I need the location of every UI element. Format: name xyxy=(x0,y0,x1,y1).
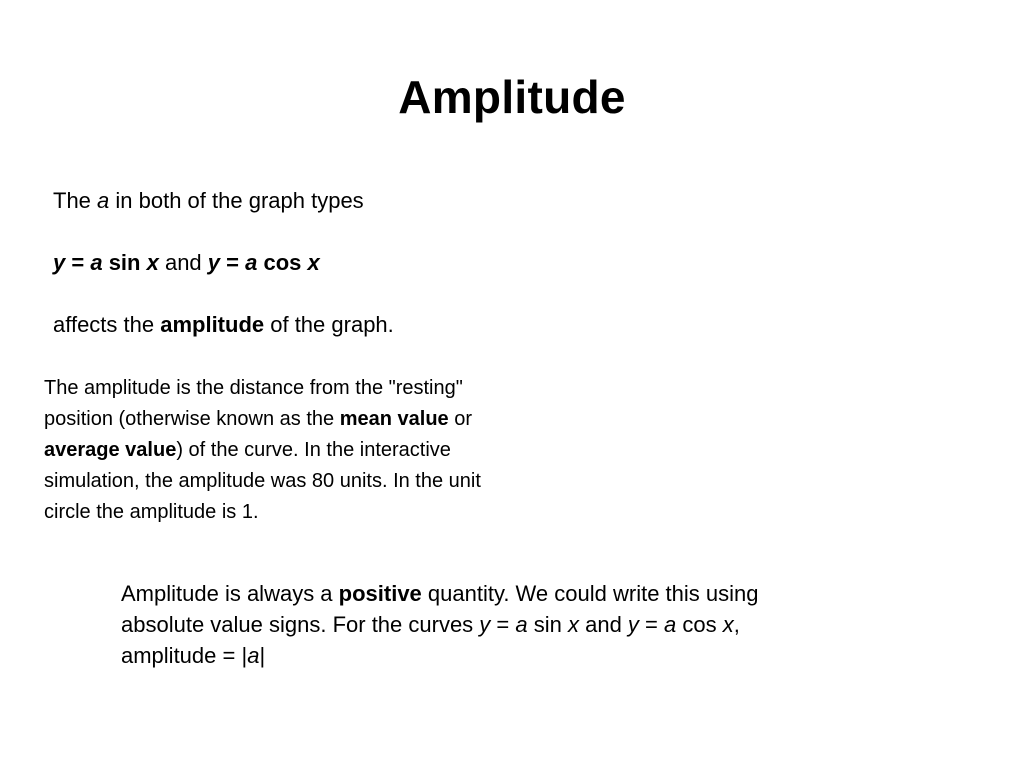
cos-function: cos xyxy=(257,250,308,275)
variable-y: y xyxy=(479,612,491,637)
bold-mean-value: mean value xyxy=(339,408,449,430)
note-block xyxy=(121,578,921,671)
sin-function: sin xyxy=(527,612,568,637)
formula-cos xyxy=(208,250,320,275)
text: quantity. We could write this using xyxy=(421,581,759,606)
explanation-line-1: The amplitude is the distance from the "resting" xyxy=(44,377,463,399)
formula-sin xyxy=(53,250,159,275)
variable-x: x xyxy=(146,250,159,275)
note-line-1 xyxy=(121,578,921,609)
text: in both of the graph types xyxy=(109,188,364,213)
variable-x: x xyxy=(307,250,320,275)
variable-a: a xyxy=(97,188,110,213)
cos-function: cos xyxy=(676,612,723,637)
text: Amplitude is always a xyxy=(121,581,339,606)
explanation-block xyxy=(44,373,604,528)
text: amplitude = | xyxy=(121,643,248,668)
comma: , xyxy=(733,612,740,637)
variable-a: a xyxy=(515,612,528,637)
variable-x: x xyxy=(722,612,734,637)
variable-a: a xyxy=(90,250,103,275)
bold-positive: positive xyxy=(338,581,422,606)
text: ) of the curve. In the interactive xyxy=(176,439,451,461)
text: position (otherwise known as the xyxy=(44,408,340,430)
text: | xyxy=(259,643,266,668)
sin-function: sin xyxy=(102,250,147,275)
text: or xyxy=(448,408,473,430)
text: absolute value signs. For the curves xyxy=(121,612,480,637)
note-line-3 xyxy=(121,640,921,671)
conjunction: and xyxy=(158,250,208,275)
variable-a: a xyxy=(247,643,260,668)
text: of the graph. xyxy=(264,312,394,337)
variable-y: y xyxy=(53,250,66,275)
intro-line-1 xyxy=(53,186,653,216)
explanation-line-3 xyxy=(44,435,604,466)
equals: = xyxy=(490,612,516,637)
bold-amplitude: amplitude xyxy=(160,312,265,337)
explanation-line-2 xyxy=(44,404,604,435)
equals: = xyxy=(220,250,246,275)
intro-block xyxy=(53,186,653,340)
equals: = xyxy=(65,250,91,275)
conjunction: and xyxy=(578,612,628,637)
text: The xyxy=(53,188,98,213)
variable-y: y xyxy=(627,612,639,637)
bold-average-value: average value xyxy=(44,439,177,461)
explanation-line-5: circle the amplitude is 1. xyxy=(44,501,259,523)
equals: = xyxy=(638,612,664,637)
variable-y: y xyxy=(207,250,221,275)
variable-x: x xyxy=(567,612,579,637)
variable-a: a xyxy=(664,612,677,637)
explanation-line-4: simulation, the amplitude was 80 units. In the unit xyxy=(44,470,481,492)
slide-title: Amplitude xyxy=(398,71,626,123)
variable-a: a xyxy=(245,250,258,275)
text: affects the xyxy=(53,312,161,337)
note-line-2 xyxy=(121,609,921,640)
intro-formula-line xyxy=(53,248,653,278)
intro-line-3 xyxy=(53,310,653,340)
